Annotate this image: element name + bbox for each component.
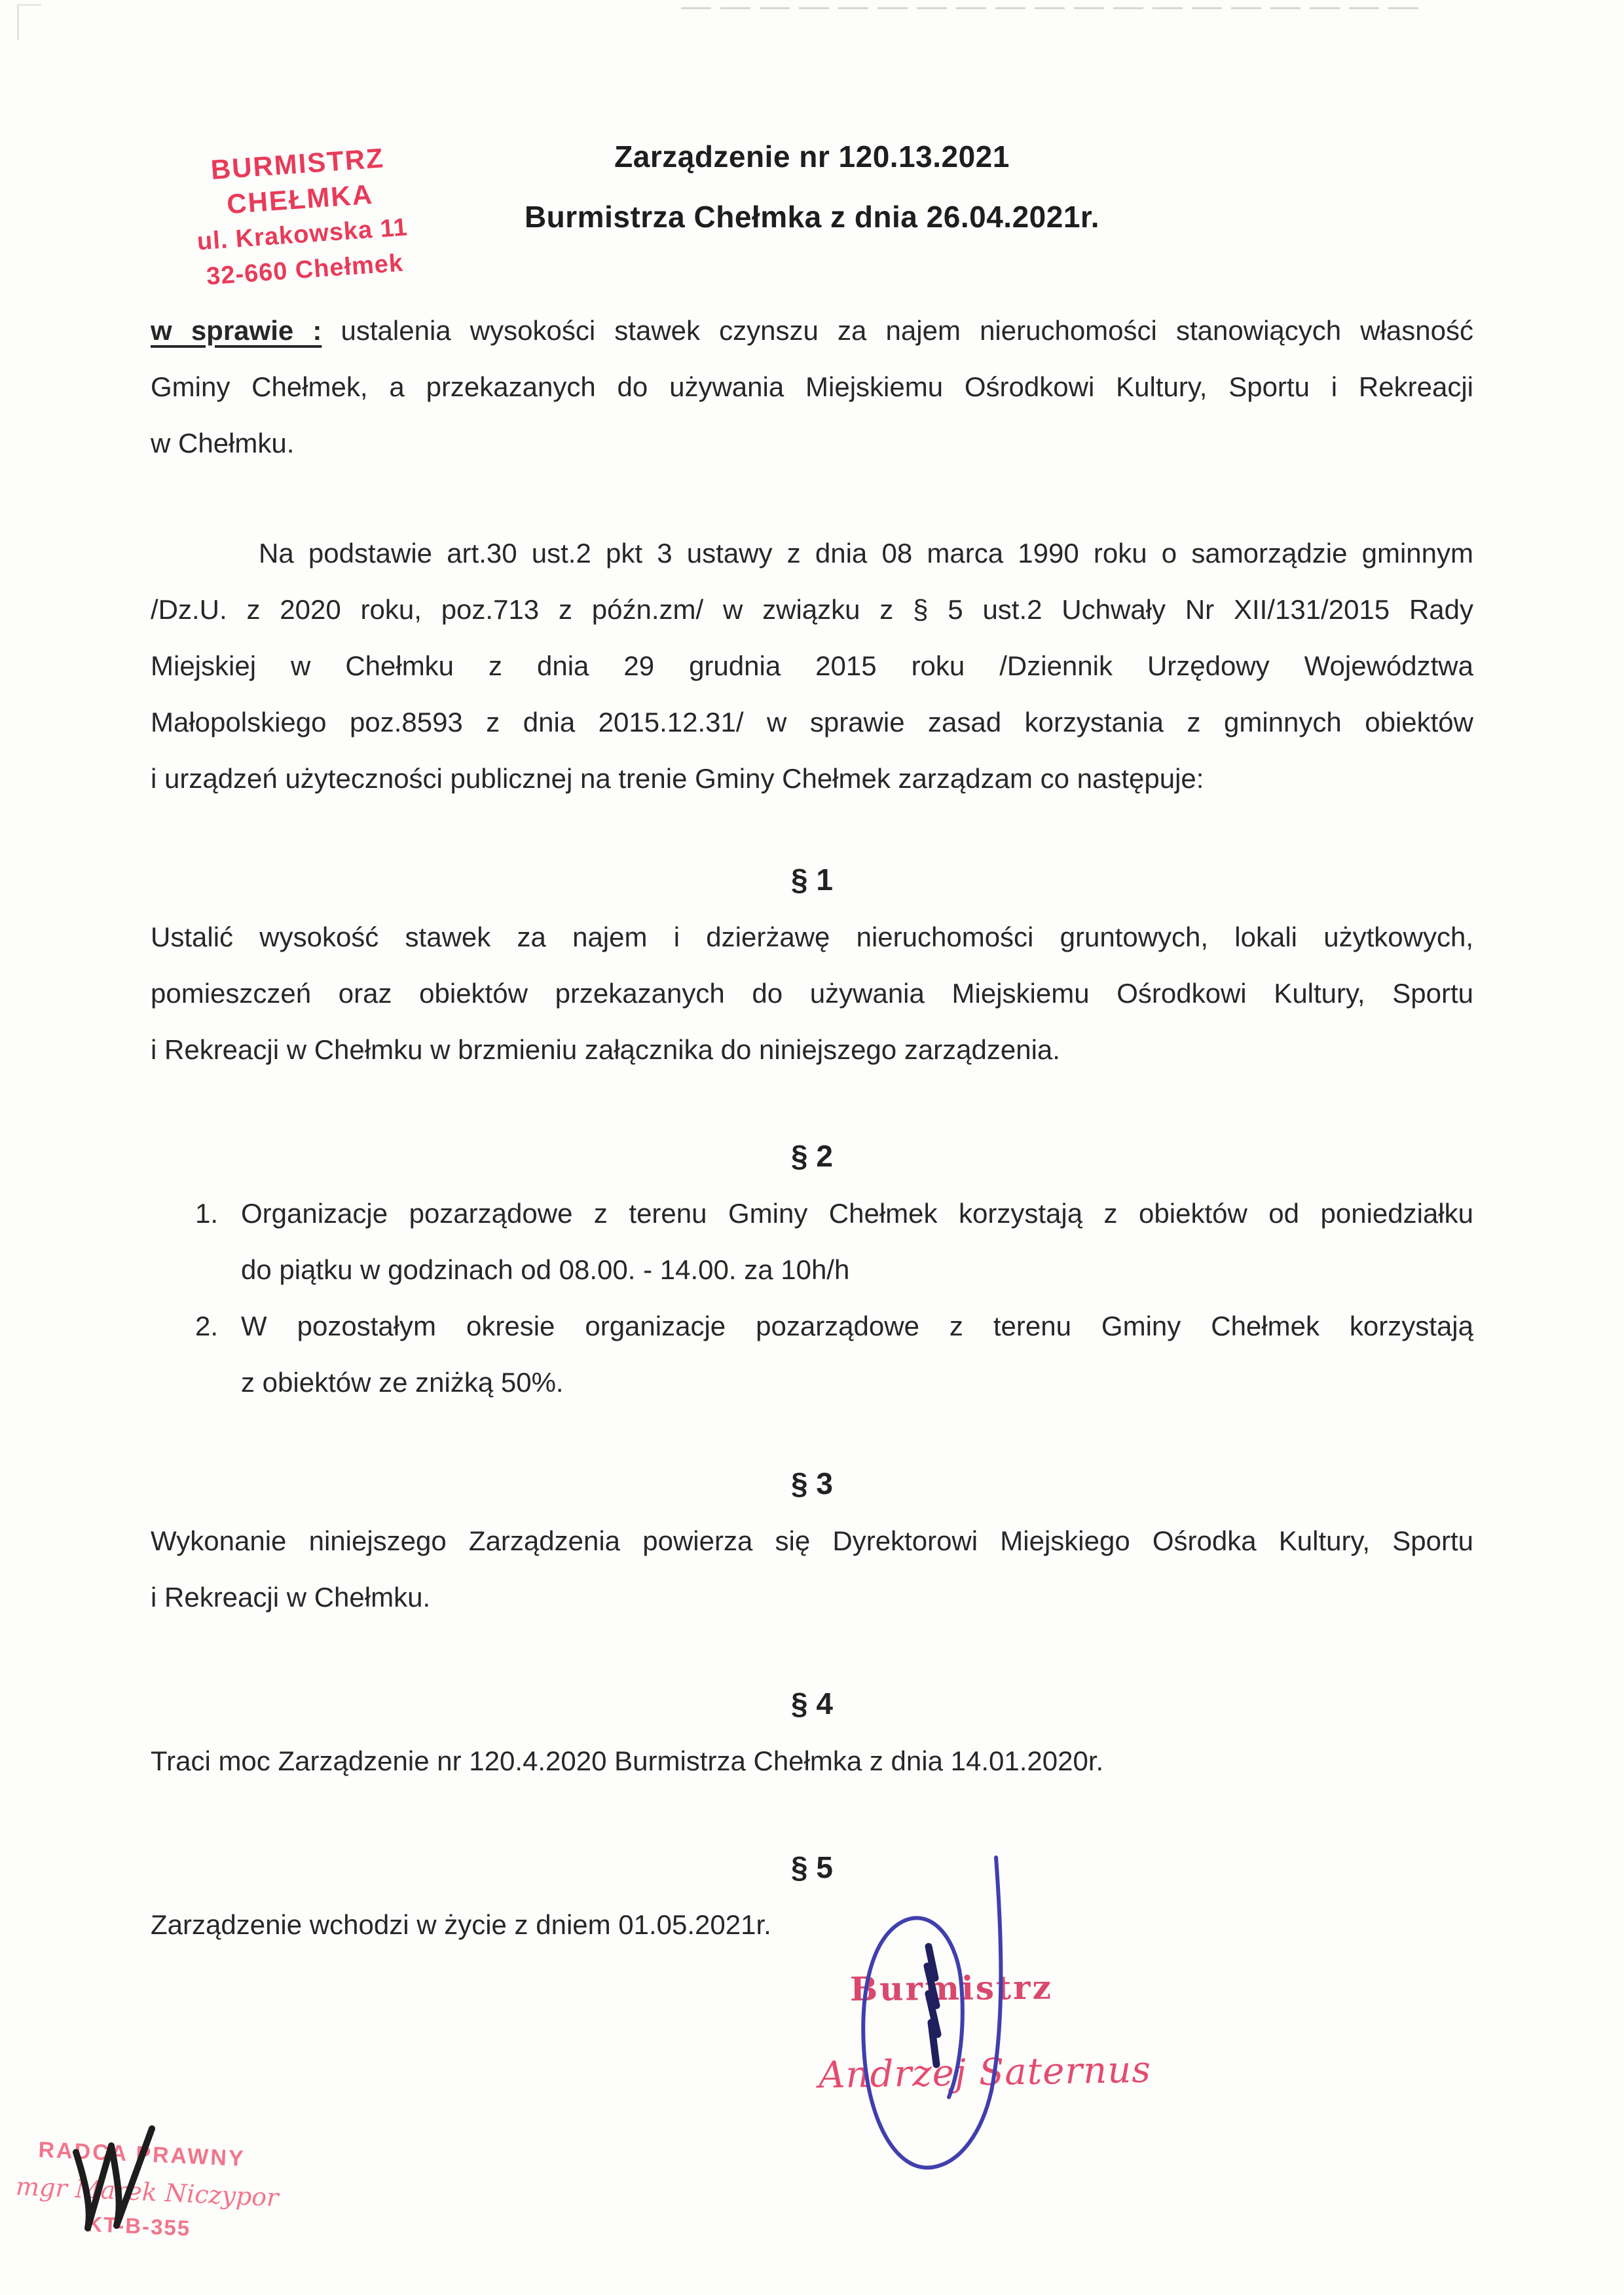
section-1-line-2: pomieszczeń oraz obiektów przekazanych do używania Miejskiemu Ośrodkowi Kultury, Sportu: [151, 978, 1473, 1009]
section-1-line-1: Ustalić wysokość stawek za najem i dzierżawę nieruchomości gruntowych, lokali użytkowych,: [151, 922, 1473, 952]
section-1-heading: § 1: [791, 863, 833, 897]
subject-line-3: w Chełmku.: [151, 428, 295, 458]
list-item-1-line-2: do piątku w godzinach od 08.00. - 14.00. za 10h/h: [241, 1254, 850, 1285]
section-5-line-1: Zarządzenie wchodzi w życie z dniem 01.05.2021r.: [151, 1909, 771, 1940]
legal-counsel-number: KT-B-355: [86, 2211, 192, 2241]
list-item-2: [151, 1298, 1473, 1411]
section-4-paragraph: [151, 1733, 1473, 1789]
section-5-heading: § 5: [791, 1850, 833, 1884]
stamp-street: ul. Krakowska 11: [196, 214, 409, 256]
subject-line-1: [151, 303, 1473, 359]
preamble-line-4: Małopolskiego poz.8593 z dnia 2015.12.31/ w sprawie zasad korzystania z gminnych obiektów: [151, 707, 1473, 737]
preamble-line-2: /Dz.U. z 2020 roku, poz.713 z późn.zm/ w związku z § 5 ust.2 Uchwały Nr XII/131/2015 Rady: [151, 594, 1473, 625]
section-3-line-1: Wykonanie niniejszego Zarządzenia powierza się Dyrektorowi Miejskiego Ośrodka Kultury, Sportu: [151, 1525, 1473, 1556]
stamp-office-name: BURMISTRZ CHEŁMKA: [210, 142, 386, 220]
preamble-line-3: Miejskiej w Chełmku z dnia 29 grudnia 2015 roku /Dziennik Urzędowy Województwa: [151, 650, 1473, 681]
list-item-1-line-1: Organizacje pozarządowe z terenu Gminy Chełmek korzystają z obiektów od poniedziałku: [241, 1198, 1473, 1229]
section-3-line-2: i Rekreacji w Chełmku.: [151, 1582, 431, 1613]
mayor-name-stamp: Andrzej Saternus: [818, 2048, 1152, 2097]
section-2-heading: § 2: [791, 1139, 833, 1173]
section-5-paragraph: [151, 1897, 1473, 1953]
scan-artifact-corner: [17, 4, 41, 40]
mayor-title-stamp: Burmistrz: [849, 1968, 1054, 2009]
preamble-paragraph: [151, 525, 1473, 807]
section-1-paragraph: [151, 909, 1473, 1078]
preamble-line-5: i urządzeń użyteczności publicznej na trenie Gminy Chełmek zarządzam co następuje:: [151, 763, 1204, 794]
section-3-heading: § 3: [791, 1466, 833, 1501]
list-item-1-number: 1.: [195, 1198, 219, 1229]
section-4-line-1: Traci moc Zarządzenie nr 120.4.2020 Burmistrza Chełmka z dnia 14.01.2020r.: [151, 1745, 1104, 1776]
legal-counsel-name: mgr Marek Niczypor: [15, 2171, 280, 2212]
section-3-paragraph: [151, 1513, 1473, 1626]
list-item-1: [151, 1185, 1473, 1298]
scan-artifact-line: [681, 7, 1421, 9]
stamp-city: 32-660 Chełmek: [205, 249, 405, 291]
subject-label: w sprawie :: [151, 315, 322, 346]
section-1-line-3: i Rekreacji w Chełmku w brzmieniu załącznika do niniejszego zarządzenia.: [151, 1034, 1060, 1065]
subject-text-1: ustalenia wysokości stawek czynszu za najem nieruchomości stanowiących własność: [341, 315, 1474, 346]
subject-line-2: Gminy Chełmek, a przekazanych do używania Miejskiemu Ośrodkowi Kultury, Sportu i Rekreacji: [151, 371, 1473, 402]
legal-counsel-title: RADCA PRAWNY: [37, 2137, 246, 2172]
document-title-line1: Zarządzenie nr 120.13.2021: [614, 140, 1010, 174]
section-2-list: [151, 1185, 1473, 1411]
document-title-line2: Burmistrza Chełmka z dnia 26.04.2021r.: [524, 200, 1100, 234]
legal-counsel-stamp: [14, 2130, 280, 2248]
preamble-line-1: Na podstawie art.30 ust.2 pkt 3 ustawy z dnia 08 marca 1990 roku o samorządzie gminnym: [259, 538, 1473, 569]
section-4-heading: § 4: [791, 1687, 833, 1721]
list-item-2-line-1: W pozostałym okresie organizacje pozarządowe z terenu Gminy Chełmek korzystają: [241, 1311, 1473, 1341]
list-item-2-number: 2.: [195, 1311, 219, 1341]
subject-paragraph: [151, 303, 1473, 472]
list-item-2-line-2: z obiektów ze zniżką 50%.: [241, 1367, 564, 1398]
